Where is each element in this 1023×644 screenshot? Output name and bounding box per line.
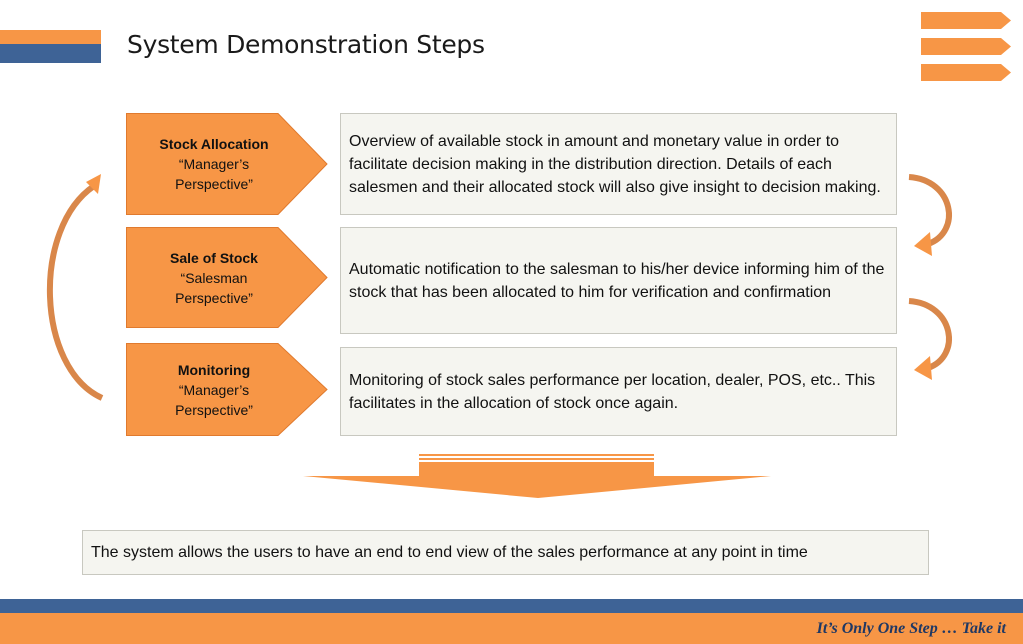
step-perspective-line1: “Manager’s bbox=[178, 156, 250, 172]
curved-down-arrow-icon bbox=[904, 168, 958, 260]
step-chevron-sale-of-stock bbox=[126, 227, 328, 328]
header-accent-orange bbox=[0, 30, 101, 44]
curved-down-arrow-icon bbox=[904, 292, 958, 384]
step-description-box bbox=[340, 113, 897, 215]
step-description-box bbox=[340, 227, 897, 334]
step-label bbox=[126, 227, 302, 328]
step-label bbox=[126, 343, 302, 436]
step-perspective-line2: Perspective” bbox=[175, 401, 253, 418]
step-chevron-monitoring bbox=[126, 343, 328, 436]
step-description-box bbox=[340, 347, 897, 436]
summary-text: The system allows the users to have an end to end view of the sales performance at any point in time bbox=[91, 543, 808, 561]
page-title: System Demonstration Steps bbox=[127, 30, 485, 59]
step-description: Overview of available stock in amount and monetary value in order to facilitate decision making in the distribution direction. Details of each salesmen and their allocated stock will also give insight to decision making. bbox=[349, 132, 881, 196]
step-chevron-stock-allocation bbox=[126, 113, 328, 215]
chevron-stack-icon bbox=[921, 12, 1013, 84]
step-description: Automatic notification to the salesman to his/her device informing him of the stock that has been allocated to him for verification and confirmation bbox=[349, 260, 885, 301]
header-accent-blue bbox=[0, 44, 101, 63]
step-title: Sale of Stock bbox=[170, 249, 258, 266]
step-perspective-line1: “Manager’s bbox=[178, 381, 250, 398]
footer-band-blue bbox=[0, 599, 1023, 613]
step-label bbox=[126, 113, 302, 215]
step-title: Monitoring bbox=[177, 361, 251, 378]
cycle-return-arrow-icon bbox=[46, 168, 108, 404]
funnel-down-arrow-icon bbox=[303, 453, 773, 499]
step-perspective-line1: “Salesman bbox=[180, 269, 248, 286]
step-title: Stock Allocation bbox=[159, 136, 269, 152]
step-description: Monitoring of stock sales performance per location, dealer, POS, etc.. This facilitates in the allocation of stock once again. bbox=[349, 371, 876, 412]
summary-box bbox=[82, 530, 929, 575]
step-perspective-line2: Perspective” bbox=[175, 289, 253, 306]
step-perspective-line2: Perspective” bbox=[175, 176, 253, 192]
footer-tagline: It’s Only One Step … Take it bbox=[816, 620, 1006, 637]
